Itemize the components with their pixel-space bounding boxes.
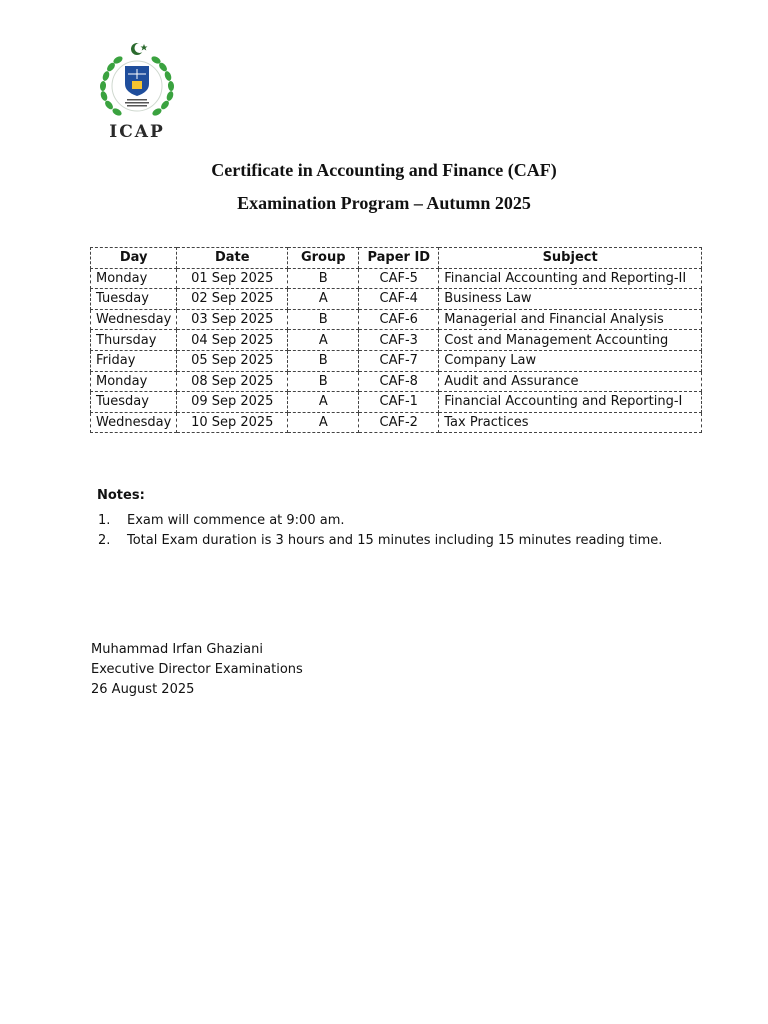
notes-heading: Notes: <box>97 488 145 503</box>
cell-group: B <box>288 268 359 289</box>
document-subtitle: Examination Program – Autumn 2025 <box>237 193 531 213</box>
column-header-paper-id: Paper ID <box>359 248 439 269</box>
table-row <box>91 289 702 310</box>
note-text: Total Exam duration is 3 hours and 15 minutes including 15 minutes reading time. <box>127 533 663 548</box>
note-number: 2. <box>98 533 111 548</box>
signature-block <box>91 640 303 700</box>
table-row <box>91 392 702 413</box>
list-item <box>98 531 662 551</box>
cell-subject: Audit and Assurance <box>439 371 702 392</box>
laurel-wreath-emblem-icon <box>92 40 182 124</box>
column-header-subject: Subject <box>439 248 702 269</box>
cell-date: 04 Sep 2025 <box>177 330 288 351</box>
cell-day: Friday <box>91 350 177 371</box>
signatory-role: Executive Director Examinations <box>91 662 303 677</box>
cell-group: B <box>288 350 359 371</box>
cell-date: 01 Sep 2025 <box>177 268 288 289</box>
cell-group: B <box>288 309 359 330</box>
cell-group: B <box>288 371 359 392</box>
cell-paper-id: CAF-8 <box>359 371 439 392</box>
cell-subject: Managerial and Financial Analysis <box>439 309 702 330</box>
cell-date: 10 Sep 2025 <box>177 412 288 433</box>
cell-subject: Cost and Management Accounting <box>439 330 702 351</box>
cell-group: A <box>288 289 359 310</box>
column-header-group: Group <box>288 248 359 269</box>
cell-paper-id: CAF-2 <box>359 412 439 433</box>
cell-day: Wednesday <box>91 412 177 433</box>
cell-day: Wednesday <box>91 309 177 330</box>
column-header-day: Day <box>91 248 177 269</box>
table-row <box>91 330 702 351</box>
cell-paper-id: CAF-4 <box>359 289 439 310</box>
table-row <box>91 309 702 330</box>
cell-group: A <box>288 330 359 351</box>
cell-date: 05 Sep 2025 <box>177 350 288 371</box>
logo-abbreviation: ICAP <box>109 122 165 142</box>
cell-day: Monday <box>91 268 177 289</box>
notes-list <box>98 511 662 551</box>
cell-subject: Business Law <box>439 289 702 310</box>
note-text: Exam will commence at 9:00 am. <box>127 513 345 528</box>
note-number: 1. <box>98 513 111 528</box>
list-item <box>98 511 662 531</box>
icap-logo <box>92 40 182 144</box>
cell-date: 03 Sep 2025 <box>177 309 288 330</box>
cell-subject: Financial Accounting and Reporting-I <box>439 392 702 413</box>
table-header-row <box>91 248 702 269</box>
column-header-date: Date <box>177 248 288 269</box>
cell-day: Tuesday <box>91 289 177 310</box>
cell-date: 02 Sep 2025 <box>177 289 288 310</box>
cell-paper-id: CAF-3 <box>359 330 439 351</box>
cell-subject: Tax Practices <box>439 412 702 433</box>
signature-date: 26 August 2025 <box>91 682 195 697</box>
cell-day: Thursday <box>91 330 177 351</box>
cell-paper-id: CAF-7 <box>359 350 439 371</box>
signatory-name: Muhammad Irfan Ghaziani <box>91 642 263 657</box>
cell-day: Monday <box>91 371 177 392</box>
cell-paper-id: CAF-1 <box>359 392 439 413</box>
cell-paper-id: CAF-6 <box>359 309 439 330</box>
cell-group: A <box>288 412 359 433</box>
document-title: Certificate in Accounting and Finance (CAF) <box>211 160 557 180</box>
cell-date: 08 Sep 2025 <box>177 371 288 392</box>
table-row <box>91 268 702 289</box>
table-row <box>91 371 702 392</box>
table-row <box>91 412 702 433</box>
cell-day: Tuesday <box>91 392 177 413</box>
table-row <box>91 350 702 371</box>
exam-schedule-table <box>90 247 702 433</box>
cell-subject: Company Law <box>439 350 702 371</box>
cell-paper-id: CAF-5 <box>359 268 439 289</box>
cell-subject: Financial Accounting and Reporting-II <box>439 268 702 289</box>
cell-date: 09 Sep 2025 <box>177 392 288 413</box>
cell-group: A <box>288 392 359 413</box>
